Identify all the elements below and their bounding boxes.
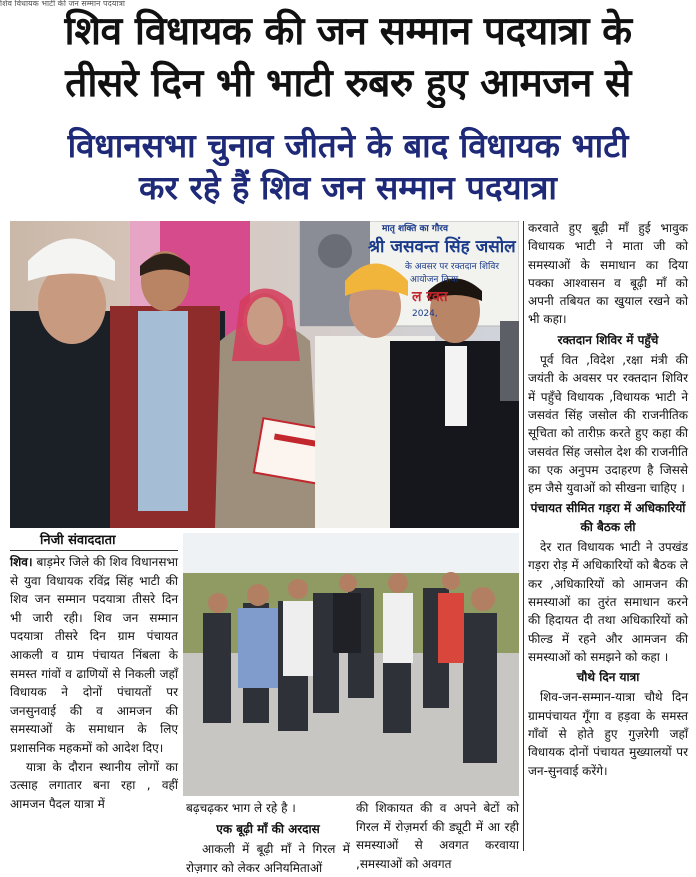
column-2	[186, 799, 350, 877]
column-3-paragraph-1: की शिकायत की व अपने बेटों को गिरल में रोज़मर्रा की ड्यूटी में आ रही समस्याओं से अवगत करवाया ,समस्याओं को अवगत	[356, 801, 519, 871]
column-3	[356, 799, 519, 873]
column-4-paragraph-2: पूर्व वित ,विदेश ,रक्षा मंत्री की जयंती के अवसर पर रक्तदान शिविर में पहुँचे विधायक ,विधायक भाटी ने जसवंत सिंह जसोल की राजनीतिक सूचिता को तारीफ़ करते हुए कहा की जसवंत सिंह जसोल देश की राजनीति का एक अनुपम उदाहरण है जिससे हम जैसे युवाओं को सीखना चाहिए ।	[528, 353, 688, 496]
column-4-paragraph-3: देर रात विधायक भाटी ने उपखंड गड़रा रोड़ में अधिकारियों को बैठक ले कर ,अधिकारियों को आमजन की समस्याओं का तुरंत समाधान करने की हिदायत दी तथा अधिकारियों को फील्ड में रहने और आमजन की समस्याओं को समझने को कहा ।	[528, 540, 688, 664]
headline-line-1: शिव विधायक की जन सम्मान पदयात्रा के	[64, 9, 632, 54]
column-2-paragraph-1: बढ़चढ़कर भाग ले रहे है ।	[186, 801, 296, 815]
banner-line-5: ल रक्त	[412, 289, 448, 305]
column-1-paragraph-1	[10, 553, 178, 758]
column-1-paragraph-2: यात्रा के दौरान स्थानीय लोगों का उत्साह लगातार बना रहा , वहीं आमजन पैदल यात्रा में	[10, 759, 178, 811]
banner-line-6: 2024,	[412, 309, 438, 319]
top-strip: शिव विधायक भाटी की जन सम्मान पदयात्रा	[0, 0, 125, 8]
column-divider-1	[523, 221, 524, 851]
banner-line-4: आयोजन किया	[410, 275, 459, 285]
march-photo	[183, 533, 519, 796]
column-1-text-1: बाड़मेर जिले की शिव विधानसभा से युवा विधायक रविंद्र सिंह भाटी की शिव जन सम्मान पदयात्रा तीसरे दिन भी जारी रही। शिव जन सम्मान पदयात्रा तीसरे दिन ग्राम पंचायत आकली व ग्राम पंचायत निंबला के समस्त गांवों व ढाणियों से निकली जहाँ विधायक ने दोनों पंचायतों पर जनसुनवाई की व आमजन की समस्याओं के समाधान के लिए प्रशासनिक महकमों को आदेश दिए।	[10, 555, 178, 755]
column-4	[528, 219, 688, 780]
byline-rule	[10, 550, 178, 551]
banner-name: श्री जसवन्त सिंह जसोल	[368, 237, 516, 257]
column-2-paragraph-2: आकली में बूढ़ी माँ ने गिरल में रोज़गार को लेकर अनियमिताओं	[186, 842, 350, 875]
byline: निजी संवाददाता	[40, 533, 116, 548]
subheadline-line-2: कर रहे हैं शिव जन सम्मान पदयात्रा	[139, 168, 557, 207]
column-4-subhead-2: पंचायत सीमित गड़रा में अधिकारियों की बैठक ली	[530, 501, 686, 534]
banner-line-1: मातृ शक्ति का गौरव	[382, 224, 448, 234]
column-4-subhead-1: रक्तदान शिविर में पहुँचे	[557, 332, 659, 347]
column-2-subhead-1: एक बूढ़ी माँ की अरदास	[216, 821, 320, 836]
march-photo-art	[183, 533, 519, 796]
subheadline-line-1: विधानसभा चुनाव जीतने के बाद विधायक भाटी	[67, 126, 629, 165]
banner-line-3: के अवसर पर रक्तदान शिविर	[405, 262, 500, 272]
column-1	[10, 532, 178, 813]
column-4-paragraph-1: करवाते हुए बूढ़ी माँ हुई भावुक विधायक भाटी ने माता जी को समस्याओं के समाधान का दिया पक्का आश्वासन व बूढ़ी माँ को अपनी तबियत का खुयाल रखने को भी कहा।	[528, 221, 688, 327]
column-4-paragraph-4: शिव-जन-सम्मान-यात्रा चौथे दिन ग्रामपंचायत गूँगा व हड़वा के समस्त गाँवों से होते हुए गुज़रेगी जहाँ विधायक दोनों पंचायत मुख्यालयों पर जन-सुनवाई करेंगे।	[528, 690, 688, 778]
dateline: शिव।	[10, 555, 33, 569]
column-4-subhead-3: चौथे दिन यात्रा	[576, 670, 640, 685]
ceremony-photo	[10, 221, 519, 528]
headline-line-2: तीसरे दिन भी भाटी रुबरु हुए आमजन से	[65, 61, 631, 106]
